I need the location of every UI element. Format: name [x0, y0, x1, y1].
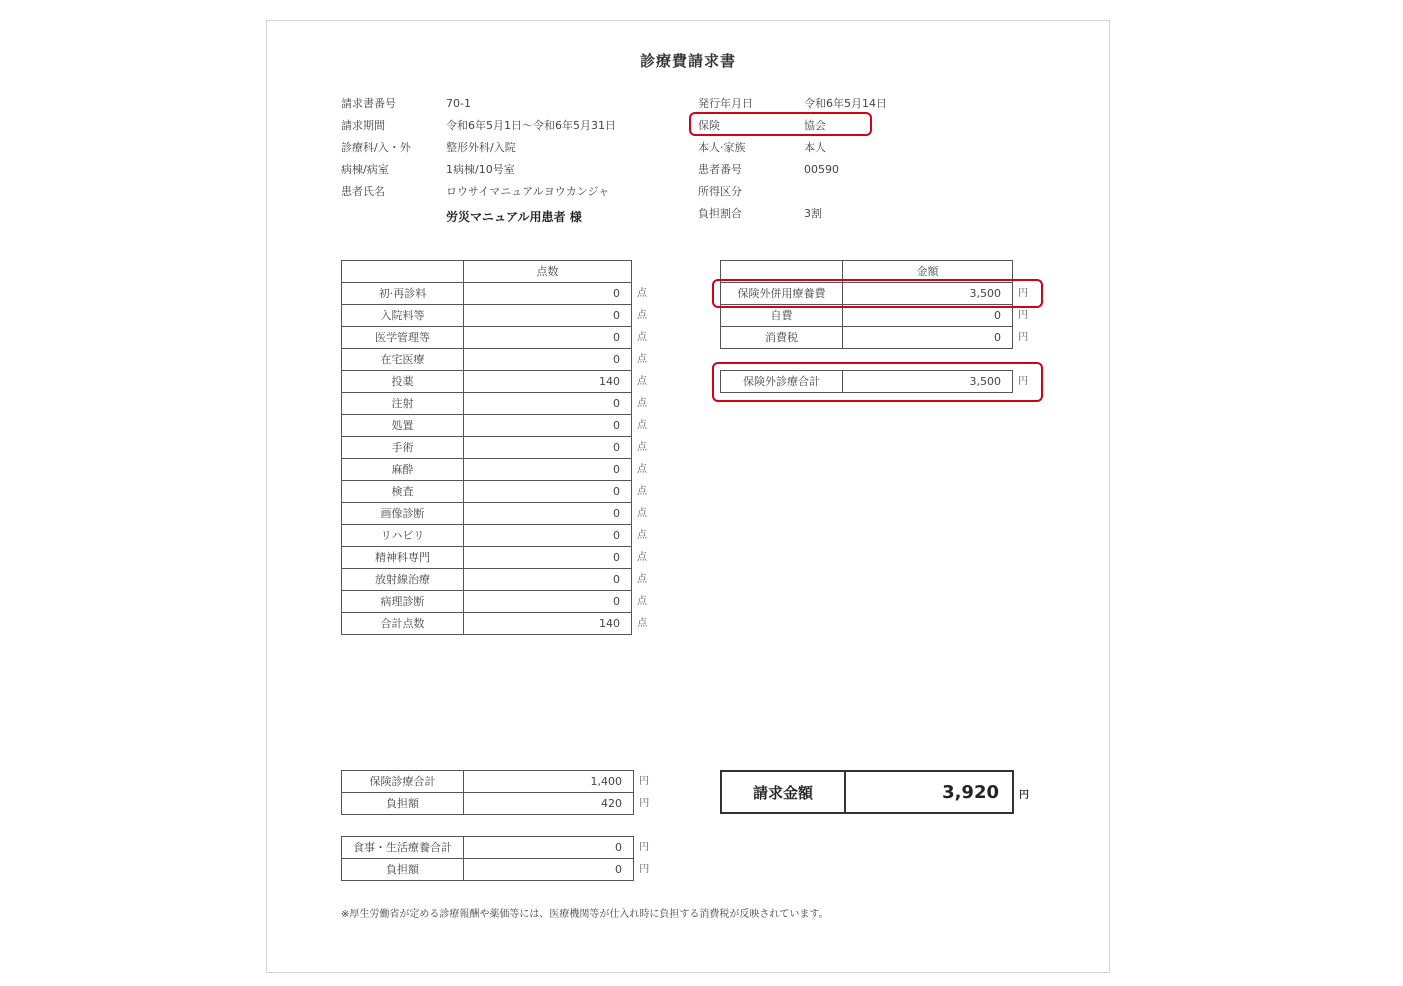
table-row [342, 547, 653, 569]
points-table-header [342, 261, 653, 283]
row-value: 420 [464, 793, 634, 815]
table-row [342, 459, 653, 481]
table-row [342, 371, 653, 393]
info-value: 1病棟/10号室 [446, 163, 515, 176]
row-unit: 点 [637, 552, 647, 563]
row-value: 3,500 [843, 283, 1013, 305]
highlight-outside-fee [712, 279, 1043, 308]
row-value: 0 [464, 859, 634, 881]
row-value: 0 [464, 327, 632, 349]
row-label: 精神科専門 [342, 547, 464, 569]
info-row-patient-kana [341, 181, 661, 203]
row-unit: 点 [637, 574, 647, 585]
row-unit: 点 [637, 376, 647, 387]
table-row [342, 591, 653, 613]
info-left [341, 93, 661, 203]
points-header: 点数 [464, 261, 632, 283]
row-unit: 円 [639, 864, 650, 875]
info-value: 令和6年5月14日 [804, 97, 887, 110]
row-unit: 点 [637, 596, 647, 607]
row-label: 保険外併用療養費 [721, 283, 843, 305]
info-row-invoice-number [341, 93, 661, 115]
row-unit: 円 [639, 776, 649, 787]
info-row-income-class [698, 181, 998, 203]
row-value: 0 [464, 837, 634, 859]
outside-total-label: 保険外診療合計 [721, 371, 843, 393]
row-value: 0 [464, 481, 632, 503]
row-label: 医学管理等 [342, 327, 464, 349]
info-value: 3割 [804, 207, 822, 220]
row-value: 0 [464, 503, 632, 525]
table-row [342, 283, 653, 305]
table-row [342, 503, 653, 525]
table-row [342, 771, 655, 793]
row-value: 0 [464, 569, 632, 591]
info-row-ward-room [341, 159, 661, 181]
info-label: 請求書番号 [341, 97, 396, 110]
info-label: 病棟/病室 [341, 163, 389, 176]
row-unit: 点 [637, 618, 648, 629]
row-value: 0 [464, 547, 632, 569]
row-value: 0 [464, 349, 632, 371]
row-value: 140 [464, 613, 632, 635]
meal-table [341, 836, 655, 881]
outside-total-unit: 円 [1018, 376, 1028, 387]
insurance-table [341, 770, 655, 815]
billing-amount-value: 3,920 [942, 781, 999, 803]
amount-header: 金額 [843, 261, 1013, 283]
table-row [342, 525, 653, 547]
row-unit: 点 [637, 486, 647, 497]
row-value: 0 [464, 305, 632, 327]
highlight-outside-total [712, 362, 1043, 402]
row-unit: 点 [637, 508, 647, 519]
row-label: 保険診療合計 [342, 771, 464, 793]
points-table [341, 260, 653, 635]
row-unit: 点 [637, 398, 647, 409]
table-row [342, 327, 653, 349]
table-row [342, 793, 655, 815]
row-value: 0 [464, 459, 632, 481]
info-value: 令和6年5月1日～令和6年5月31日 [446, 119, 616, 132]
footnote: ※厚生労働省が定める診療報酬や薬価等には、医療機関等が仕入れ時に負担する消費税が反映されています。 [341, 909, 829, 920]
info-value: 協会 [804, 119, 826, 132]
billing-amount-unit: 円 [1019, 790, 1029, 801]
row-unit: 円 [1018, 332, 1029, 343]
row-unit: 点 [637, 420, 647, 431]
row-label: 在宅医療 [342, 349, 464, 371]
document-title: 診療費請求書 [639, 52, 736, 70]
info-row-copay-ratio [698, 203, 998, 225]
row-label: 注射 [342, 393, 464, 415]
row-label: 画像診断 [342, 503, 464, 525]
info-row-insured-type [698, 137, 998, 159]
info-row-department [341, 137, 661, 159]
info-label: 患者氏名 [341, 185, 385, 198]
row-unit: 点 [637, 530, 647, 541]
row-unit: 円 [1018, 310, 1028, 321]
row-unit: 点 [637, 332, 647, 343]
info-value: 本人 [804, 141, 826, 154]
info-row-billing-period [341, 115, 661, 137]
info-label: 患者番号 [698, 163, 742, 176]
header-blank-cell [342, 261, 464, 283]
row-value: 0 [843, 327, 1013, 349]
row-label: 初·再診料 [342, 283, 464, 305]
row-unit: 点 [637, 442, 647, 453]
table-row [342, 349, 653, 371]
row-label: 投薬 [342, 371, 464, 393]
row-value: 0 [464, 437, 632, 459]
info-row-patient-number [698, 159, 998, 181]
billing-amount-box [720, 770, 1014, 814]
row-label: 放射線治療 [342, 569, 464, 591]
info-value: 00590 [804, 163, 839, 176]
row-unit: 点 [637, 310, 647, 321]
row-label: 合計点数 [342, 613, 464, 635]
info-label: 発行年月日 [698, 97, 753, 110]
row-label: 検査 [342, 481, 464, 503]
row-value: 1,400 [464, 771, 634, 793]
row-unit: 点 [637, 288, 647, 299]
row-value: 0 [464, 393, 632, 415]
info-label: 所得区分 [698, 185, 742, 198]
row-unit: 円 [639, 798, 650, 809]
row-label: 病理診断 [342, 591, 464, 613]
row-label: 負担額 [342, 859, 464, 881]
table-row [342, 481, 653, 503]
info-label: 診療科/入・外 [341, 141, 411, 154]
row-value: 0 [464, 283, 632, 305]
info-label: 本人·家族 [698, 141, 746, 154]
table-row [342, 837, 655, 859]
table-row [342, 437, 653, 459]
row-label: 食事・生活療養合計 [342, 837, 464, 859]
row-value: 0 [464, 591, 632, 613]
row-unit: 円 [1018, 288, 1028, 299]
info-label: 保険 [698, 119, 720, 132]
table-row [342, 393, 653, 415]
info-label: 請求期間 [341, 119, 385, 132]
table-row [342, 569, 653, 591]
row-label: 処置 [342, 415, 464, 437]
table-row [342, 415, 653, 437]
row-unit: 円 [639, 842, 649, 853]
highlight-insurance [689, 112, 872, 136]
info-value: 整形外科/入院 [446, 141, 516, 154]
row-label: 麻酔 [342, 459, 464, 481]
info-value: 70-1 [446, 97, 471, 110]
row-value: 0 [464, 415, 632, 437]
row-label: 自費 [721, 305, 843, 327]
row-label: 手術 [342, 437, 464, 459]
unit-spacer [632, 261, 653, 283]
table-row [342, 859, 655, 881]
info-value: ロウサイマニュアルヨウカンジャ [446, 185, 610, 198]
row-label: 消費税 [721, 327, 843, 349]
table-row [342, 305, 653, 327]
billing-amount-label: 請求金額 [722, 772, 846, 812]
row-unit: 点 [637, 464, 647, 475]
info-label: 負担割合 [698, 207, 742, 220]
row-label: 入院料等 [342, 305, 464, 327]
row-value: 0 [464, 525, 632, 547]
table-row [721, 327, 1034, 349]
row-value: 140 [464, 371, 632, 393]
row-value: 0 [843, 305, 1013, 327]
outside-total-value: 3,500 [843, 371, 1013, 393]
row-unit: 点 [637, 354, 647, 365]
table-row [342, 613, 653, 635]
row-label: リハビリ [342, 525, 464, 547]
patient-name: 労災マニュアル用患者 様 [446, 210, 582, 224]
row-label: 負担額 [342, 793, 464, 815]
